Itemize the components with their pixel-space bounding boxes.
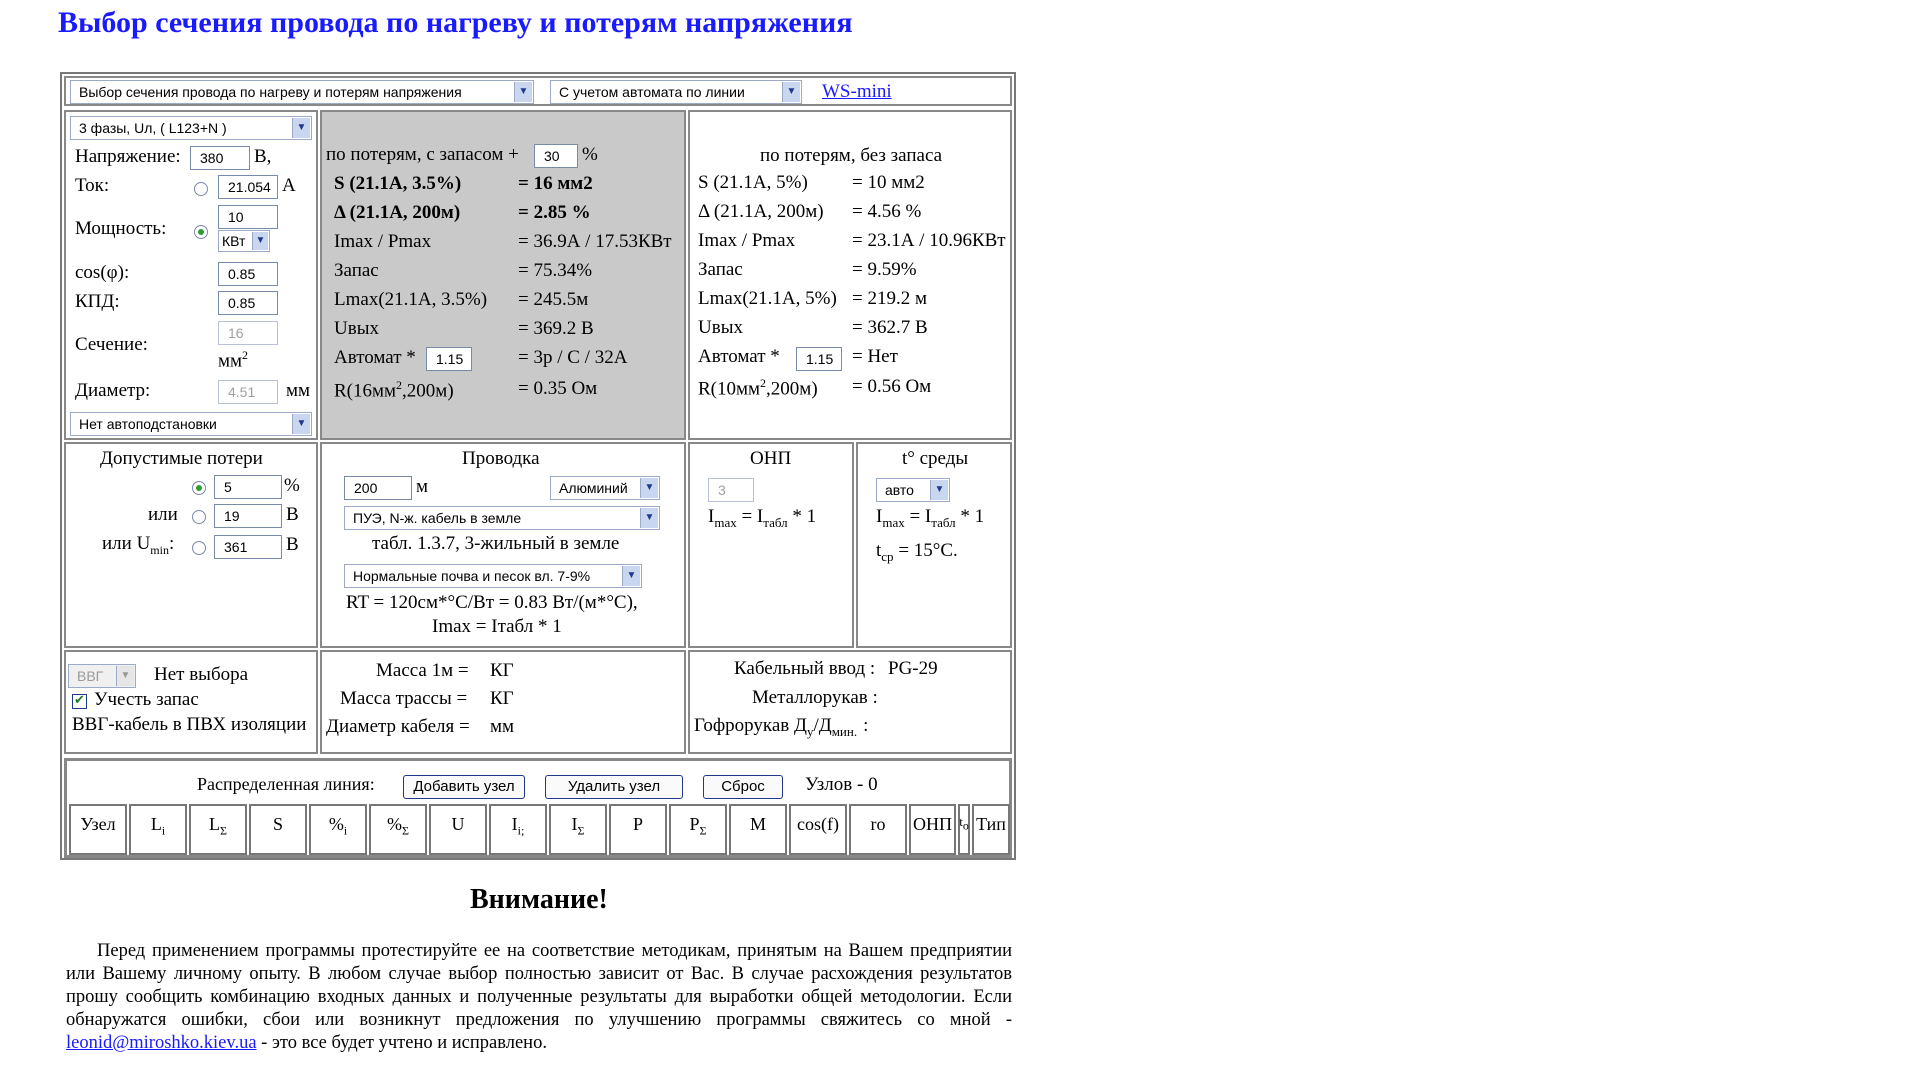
temp-f-i: I [876, 506, 883, 527]
column-header [789, 804, 847, 855]
column-header-main: L [209, 814, 220, 834]
soil-select-value: Нормальные почва и песок вл. 7-9% [353, 568, 591, 584]
nm-r-label-a: R(10мм [698, 378, 761, 400]
column-header-main: I [571, 814, 578, 834]
reserve-check-label: Учесть запас [94, 689, 199, 710]
ambient-temperature [856, 442, 1012, 648]
chevron-down-icon: ▼ [622, 566, 640, 586]
column-header-text [611, 814, 665, 835]
column-header [958, 804, 970, 855]
nm-r-label-b: ,200м) [766, 378, 818, 400]
losses-percent-input[interactable]: 5 [214, 475, 282, 499]
mass-1m-unit: КГ [490, 660, 514, 681]
nm-uout-label: Uвых [698, 317, 743, 338]
nm-auto-label: Автомат * [698, 346, 780, 367]
column-header-main: Тип [976, 814, 1006, 834]
onp [688, 442, 854, 648]
cos-label: cos(φ): [75, 262, 130, 283]
wm-uout-value: = 369.2 В [518, 318, 594, 339]
column-header-sub: o [962, 818, 969, 833]
nm-delta-label: Δ (21.1А, 200м) [698, 201, 824, 222]
section-unit [218, 348, 248, 372]
nm-auto-value: = Нет [852, 346, 898, 367]
current-radio[interactable] [194, 182, 208, 196]
column-header [609, 804, 667, 855]
temp-f-rest: * 1 [955, 506, 985, 527]
length-input[interactable]: 200 [344, 476, 412, 500]
column-header-sub: i [343, 823, 348, 838]
column-header-main: I [511, 814, 518, 834]
breaker-mode-value: С учетом автомата по линии [559, 84, 745, 100]
ws-mini-link[interactable]: WS-mini [822, 81, 892, 102]
corrugated-hose-label [694, 715, 868, 740]
losses-volt-radio[interactable] [192, 510, 206, 524]
column-header-text [974, 814, 1008, 835]
gland-label: Кабельный ввод : [734, 658, 876, 679]
losses-or-2 [102, 533, 174, 558]
imax-line: Imax = Iтабл * 1 [432, 616, 562, 637]
wm-delta-label: Δ (21.1А, 200м) [334, 202, 461, 223]
column-header [972, 804, 1010, 855]
chevron-down-icon: ▼ [640, 508, 658, 528]
column-header-main: % [328, 814, 344, 834]
onp-f-i: I [708, 506, 715, 527]
column-header-text [791, 814, 845, 835]
cable-description: ВВГ-кабель в ПВХ изоляции [72, 714, 307, 735]
column-header [129, 804, 187, 855]
wm-lmax-value: = 245.5м [518, 289, 589, 310]
wm-reserve-value: = 75.34% [518, 260, 593, 281]
column-header-sub: i; [517, 823, 525, 838]
method-select[interactable] [344, 506, 660, 530]
breaker-mode-select[interactable] [550, 80, 802, 104]
power-label: Мощность: [75, 218, 167, 239]
column-header-main: ОНП [913, 814, 952, 834]
column-header-text [958, 814, 970, 834]
column-header-main: L [150, 814, 162, 834]
column-header [729, 804, 787, 855]
losses-percent-radio[interactable] [192, 481, 206, 495]
nm-r-label-sup: 2 [760, 376, 767, 390]
mode-select[interactable] [70, 80, 534, 104]
column-header [189, 804, 247, 855]
column-header-sub: Σ [220, 823, 227, 838]
losses-or-1: или [148, 504, 178, 525]
column-header [69, 804, 127, 855]
column-header-text [851, 814, 905, 835]
column-header-main: U [451, 814, 465, 834]
cable-mass [320, 650, 686, 754]
temp-tcp [876, 540, 958, 565]
losses-volt-input[interactable]: 19 [214, 504, 282, 528]
nm-r-value: = 0.56 Ом [852, 376, 932, 397]
nm-lmax-label: Lmax(21.1А, 5%) [698, 288, 837, 309]
temp-select-value: авто [885, 482, 914, 498]
auto-substitution-select[interactable] [70, 412, 312, 436]
chevron-down-icon: ▼ [292, 118, 310, 138]
voltage-unit: В, [254, 146, 272, 167]
calculator-panel [60, 72, 1016, 860]
nm-s-value: = 10 мм2 [852, 172, 925, 193]
current-unit: А [282, 175, 296, 196]
column-header-sub: Σ [699, 823, 707, 838]
voltage-input[interactable]: 380 [190, 146, 250, 170]
cable-type [64, 650, 318, 754]
table-note: табл. 1.3.7, 3-жильный в земле [372, 533, 620, 554]
column-header [429, 804, 487, 855]
nm-imax-label: Imax / Pmax [698, 230, 796, 251]
wiring [320, 442, 686, 648]
wm-uout-label: Uвых [334, 318, 379, 339]
onp-f-rest: * 1 [787, 506, 817, 527]
nm-lmax-value: = 219.2 м [852, 288, 927, 309]
column-header-text [491, 814, 545, 839]
corr-label-a: Гофрорукав Д [694, 715, 807, 736]
warning-text [66, 940, 1012, 1055]
check-icon: ✔ [74, 693, 85, 708]
temp-t-rest: = 15°С. [893, 540, 958, 561]
diameter-input[interactable]: 4.51 [218, 380, 278, 404]
onp-heading: ОНП [750, 448, 792, 469]
temp-f-eq: = I [904, 506, 932, 527]
no-margin-heading: по потерям, без запаса [760, 145, 943, 166]
column-header-text [551, 814, 605, 839]
wm-r-label-a: R(16мм [334, 380, 397, 402]
column-header [369, 804, 427, 855]
cable-type-select[interactable] [68, 664, 136, 688]
top-bar [64, 76, 1012, 106]
results-with-margin [320, 110, 686, 440]
section-input[interactable]: 16 [218, 321, 278, 345]
power-input[interactable]: 10 [218, 205, 278, 229]
column-header [849, 804, 907, 855]
column-header [309, 804, 367, 855]
temp-f-max: max [882, 514, 905, 530]
power-radio[interactable] [194, 225, 208, 239]
wm-r-label-sup: 2 [396, 378, 403, 392]
nm-auto-factor-input[interactable]: 1.15 [796, 347, 842, 371]
column-header-text [251, 814, 305, 835]
wm-auto-label: Автомат * [334, 347, 416, 368]
cable-type-value: ВВГ [77, 668, 104, 684]
nm-uout-value: = 362.7 В [852, 317, 928, 338]
wiring-heading: Проводка [462, 448, 540, 469]
voltage-label: Напряжение: [75, 146, 181, 167]
onp-input[interactable]: 3 [708, 478, 754, 502]
onp-formula [708, 506, 816, 531]
no-choice-text: Нет выбора [154, 664, 249, 685]
column-header [549, 804, 607, 855]
column-header-main: P [689, 814, 700, 834]
nm-delta-value: = 4.56 % [852, 201, 922, 222]
chevron-down-icon: ▼ [116, 666, 134, 686]
distributed-line [64, 758, 1012, 858]
email-link[interactable]: leonid@miroshko.kiev.ua [66, 1033, 257, 1053]
onp-f-tabl: табл [763, 514, 788, 530]
column-header [669, 804, 727, 855]
current-label: Ток: [75, 175, 110, 196]
column-header-main: Узел [80, 814, 116, 834]
wm-auto-factor-input[interactable]: 1.15 [426, 347, 472, 371]
warning-title: Внимание! [470, 884, 608, 915]
soil-select[interactable] [344, 564, 642, 588]
section-unit-sup: 2 [242, 348, 249, 362]
column-header-text [311, 814, 365, 839]
column-header-text [71, 814, 125, 835]
mode-select-value: Выбор сечения провода по нагреву и потерям напряжения [79, 84, 462, 100]
column-header [489, 804, 547, 855]
cable-diameter-label: Диаметр кабеля = [326, 716, 470, 737]
metal-hose-label: Металлорукав : [752, 687, 878, 708]
column-header-main: cos(f) [797, 814, 839, 834]
cable-diameter-unit: мм [490, 716, 515, 737]
reserve-checkbox[interactable] [72, 694, 87, 709]
column-header-text [371, 814, 425, 839]
warning-body: Перед применением программы протестируйте ее на соответствие методикам, принятым на Вашем предприятии или Вашему личному опыту. В любом случае выбор полностью зависит от Вас. В случае расхождения результатов прошу сообщить комбинацию входных данных и полученные результаты для выработки общей методологии. Если обнаружатся ошибки, сбои или возникнут предложения по улучшению программы свяжитесь со мной - [66, 941, 1012, 1030]
column-header [909, 804, 956, 855]
phase-select-value: 3 фазы, Uл, ( L123+N ) [79, 120, 227, 136]
warning-tail: - это все будет учтено и исправлено. [256, 1033, 547, 1053]
column-header-main: P [632, 814, 643, 834]
wm-r-value: = 0.35 Ом [518, 378, 598, 399]
rt-line: RT = 120см*°С/Вт = 0.83 Вт/(м*°С), [346, 592, 638, 613]
add-node-button[interactable]: Добавить узел [403, 775, 525, 799]
losses-umin-input[interactable]: 361 [214, 535, 282, 559]
distributed-label: Распределенная линия: [197, 774, 375, 794]
wm-lmax-label: Lmax(21.1А, 3.5%) [334, 289, 488, 310]
column-header-text [131, 814, 185, 839]
mass-1m-label: Масса 1м = [376, 660, 469, 681]
power-unit-value: КВт [222, 233, 246, 249]
diameter-unit: мм [286, 380, 311, 401]
corr-sub2: мин. [831, 723, 858, 739]
power-unit-select[interactable] [218, 230, 270, 252]
wm-delta-value: = 2.85 % [518, 202, 591, 223]
wm-imax-value: = 36.9А / 17.53КВт [518, 231, 672, 252]
wm-s-label: S (21.1А, 3.5%) [334, 173, 462, 194]
column-header-main: t [959, 814, 963, 829]
material-select-value: Алюминий [559, 480, 628, 496]
current-input[interactable]: 21.054 [218, 175, 278, 199]
nodes-count: Узлов - 0 [805, 774, 878, 795]
chevron-down-icon: ▼ [292, 414, 310, 434]
kpd-input[interactable]: 0.85 [218, 291, 278, 315]
phase-select[interactable] [70, 116, 312, 140]
losses-or2-colon: : [168, 533, 175, 554]
permissible-losses [64, 442, 318, 648]
wm-r-label [334, 378, 454, 402]
input-parameters [64, 110, 318, 440]
cos-input[interactable]: 0.85 [218, 262, 278, 286]
auto-substitution-value: Нет автоподстановки [79, 416, 217, 432]
wm-imax-label: Imax / Pmax [334, 231, 432, 252]
corr-mid: /Д [813, 715, 832, 736]
page-title: Выбор сечения провода по нагреву и потерям напряжения [58, 6, 853, 39]
onp-f-eq: = I [736, 506, 764, 527]
margin-unit: % [582, 144, 598, 165]
onp-f-max: max [714, 514, 737, 530]
temp-t: t [876, 540, 882, 561]
column-header [249, 804, 307, 855]
length-unit: м [416, 476, 429, 497]
losses-umin-unit: В [286, 534, 299, 555]
nm-r-label [698, 376, 818, 400]
wm-s-value: = 16 мм2 [518, 173, 593, 194]
column-header-sub: i [161, 823, 166, 838]
losses-or2-text: или U [102, 533, 151, 554]
gland-value: PG-29 [888, 658, 938, 679]
temp-heading: t° среды [902, 448, 969, 469]
column-header-text [911, 814, 954, 835]
results-no-margin [688, 110, 1012, 440]
chevron-down-icon: ▼ [930, 480, 948, 500]
nm-s-label: S (21.1А, 5%) [698, 172, 808, 193]
temp-formula [876, 506, 984, 531]
nm-imax-value: = 23.1А / 10.96КВт [852, 230, 1006, 251]
losses-umin-radio[interactable] [192, 541, 206, 555]
wm-auto-value: = 3р / С / 32А [518, 347, 628, 368]
column-header-text [731, 814, 785, 835]
column-header-main: M [749, 814, 766, 834]
diameter-label: Диаметр: [75, 380, 151, 401]
corr-colon: : [863, 715, 869, 736]
corr-sub1: у [806, 723, 814, 739]
chevron-down-icon: ▼ [252, 232, 268, 250]
chevron-down-icon: ▼ [640, 478, 658, 498]
section-unit-text: мм [218, 350, 243, 372]
mass-route-label: Масса трассы = [340, 688, 468, 709]
temp-select[interactable] [876, 478, 950, 502]
nm-reserve-label: Запас [698, 259, 743, 280]
losses-volt-unit: В [286, 504, 299, 525]
column-header-text [431, 814, 485, 835]
nm-reserve-value: = 9.59% [852, 259, 917, 280]
losses-or2-sub: min [150, 542, 169, 557]
chevron-down-icon: ▼ [514, 82, 532, 102]
remove-node-button[interactable]: Удалить узел [545, 775, 683, 799]
column-header-main: S [272, 814, 283, 834]
reset-button[interactable]: Сброс [703, 775, 783, 799]
losses-percent-unit: % [284, 475, 300, 496]
losses-heading: Допустимые потери [100, 448, 263, 469]
mass-route-unit: КГ [490, 688, 514, 709]
temp-f-tabl: табл [931, 514, 956, 530]
column-header-main: % [387, 814, 402, 834]
column-header-sub: Σ [577, 823, 585, 838]
temp-t-sub: ср [881, 548, 894, 564]
kpd-label: КПД: [75, 291, 120, 312]
chevron-down-icon: ▼ [782, 82, 800, 102]
column-header-sub: Σ [402, 823, 409, 838]
cable-entry [688, 650, 1012, 754]
column-header-text [191, 814, 245, 839]
wm-r-label-b: ,200м) [402, 380, 454, 402]
column-header-main: ro [870, 814, 886, 834]
wm-reserve-label: Запас [334, 260, 379, 281]
method-select-value: ПУЭ, N-ж. кабель в земле [353, 510, 522, 526]
section-label: Сечение: [75, 334, 148, 355]
with-margin-heading: по потерям, с запасом + [326, 144, 519, 165]
column-header-text [671, 814, 725, 839]
material-select[interactable] [550, 476, 660, 500]
margin-input[interactable]: 30 [534, 144, 578, 168]
